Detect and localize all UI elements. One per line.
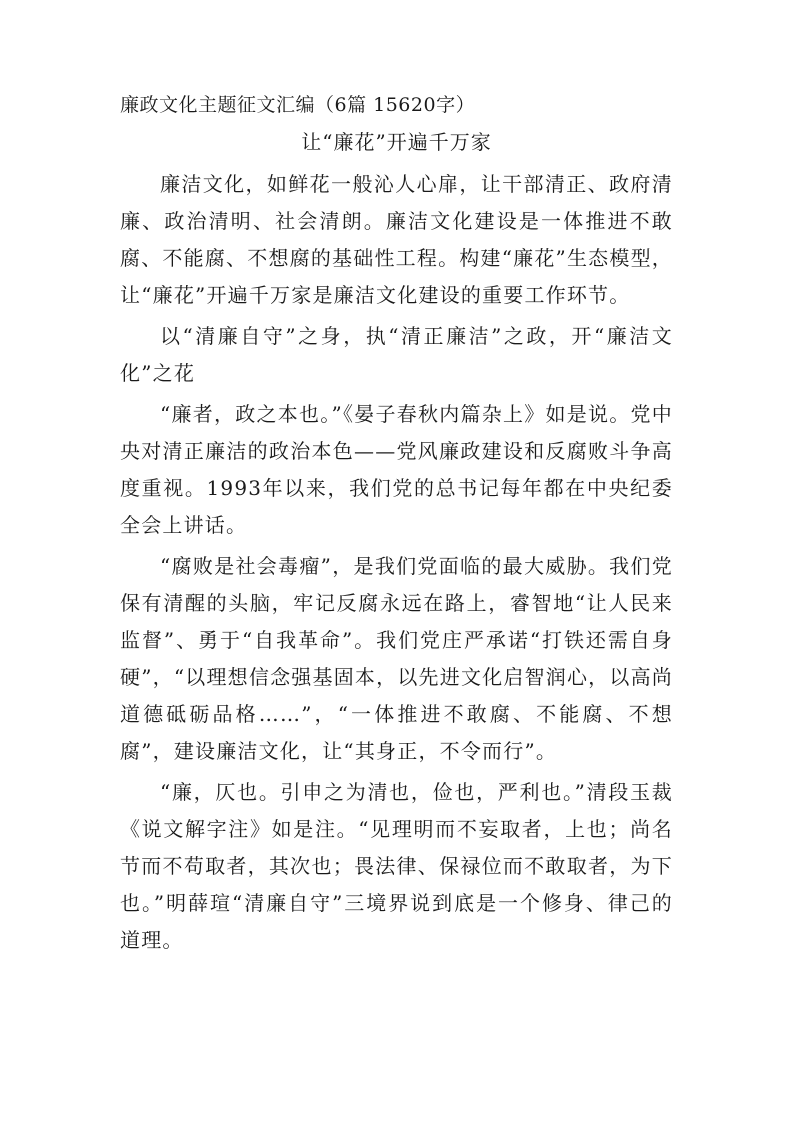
body-paragraph-1: 廉洁文化，如鲜花一般沁人心扉，让干部清正、政府清廉、政治清明、社会清朗。廉洁文化建设是一体推进不敢腐、不能腐、不想腐的基础性工程。构建“廉花”生态模型，让“廉花”开遍千万家是廉洁文化建设的重要工作环节。 [120, 172, 673, 307]
document-page [120, 90, 673, 959]
body-paragraph-2: “廉者，政之本也。”《晏子春秋内篇杂上》如是说。党中央对清正廉洁的政治本色——党风廉政建设和反腐败斗争高度重视。1993年以来，我们党的总书记每年都在中央纪委全会上讲话。 [120, 402, 673, 537]
document-title: 廉政文化主题征文汇编（6篇 15620字） [120, 94, 476, 116]
body-paragraph-3: “腐败是社会毒瘤”，是我们党面临的最大威胁。我们党保有清醒的头脑，牢记反腐永远在路上，睿智地“让人民来监督”、勇于“自我革命”。我们党庄严承诺“打铁还需自身硬”，“以理想信念强基固本，以先进文化启智润心，以高尚道德砥砺品格……”，“一体推进不敢腐、不能腐、不想腐”，建设廉洁文化，让“其身正，不令而行”。 [120, 554, 673, 763]
article-title: 让“廉花”开遍千万家 [301, 130, 492, 154]
body-paragraph-4: “廉，仄也。引申之为清也，俭也，严利也。”清段玉裁《说文解字注》如是注。“见理明而不妄取者，上也；尚名节而不苟取者，其次也；畏法律、保禄位而不敢取者，为下也。”明薛瑄“清廉自守”三境界说到底是一个修身、律己的道理。 [120, 780, 673, 952]
section-heading-paragraph: 以“清廉自守”之身，执“清正廉洁”之政，开“廉洁文化”之花 [120, 324, 673, 385]
